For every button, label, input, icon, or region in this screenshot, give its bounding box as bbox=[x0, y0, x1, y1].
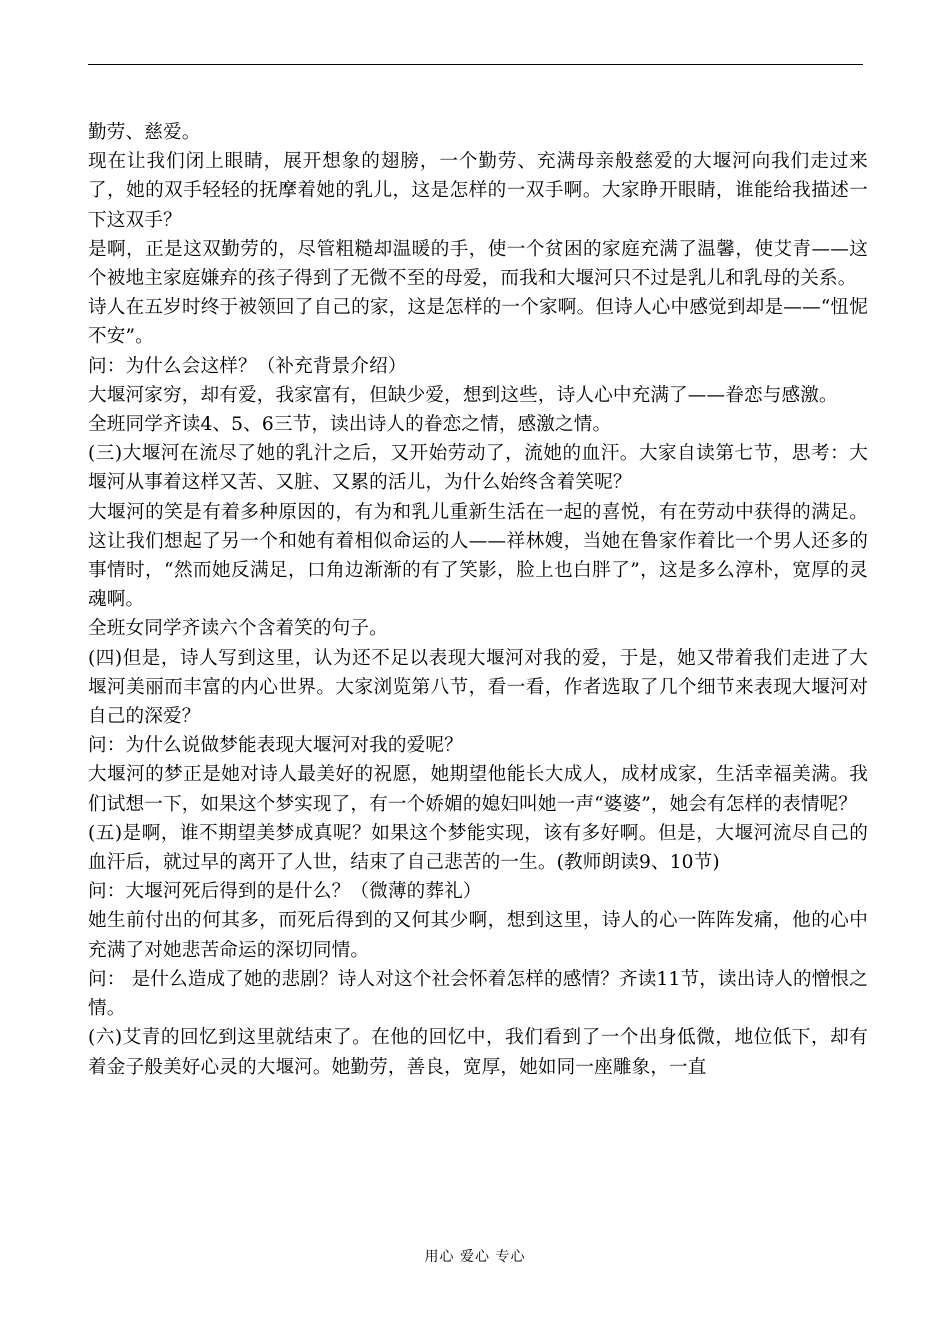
paragraph: 是啊，正是这双勤劳的，尽管粗糙却温暖的手，使一个贫困的家庭充满了温馨，使艾青——这个被地主家庭嫌弃的孩子得到了无微不至的母爱，而我和大堰河只不过是乳儿和乳母的关系。 bbox=[88, 238, 868, 290]
paragraph: 问：大堰河死后得到的是什么？（微薄的葬礼） bbox=[88, 881, 482, 903]
paragraph: 她生前付出的何其多，而死后得到的又何其少啊，想到这里，诗人的心一阵阵发痛，他的心中充满了对她悲苦命运的深切同情。 bbox=[88, 910, 868, 961]
page-footer: 用心 爱心 专心 bbox=[424, 1249, 526, 1265]
paragraph: 问： 是什么造成了她的悲剧？诗人对这个社会怀着怎样的感情？齐读11节，读出诗人的憎恨之情。 bbox=[88, 968, 868, 1020]
paragraph: 大堰河的笑是有着多种原因的，有为和乳儿重新生活在一起的喜悦，有在劳动中获得的满足。这让我们想起了另一个和她有着相似命运的人——祥林嫂，当她在鲁家作着比一个男人还多的事情时，“然而她反满足，口角边渐渐的有了笑影，脸上也白胖了”，这是多么淳朴，宽厚的灵魂啊。 bbox=[88, 501, 868, 611]
paragraph: 全班同学齐读4、5、6三节，读出诗人的眷恋之情，感激之情。 bbox=[88, 414, 612, 436]
paragraph: (六)艾青的回忆到这里就结束了。在他的回忆中，我们看到了一个出身低微，地位低下，却有着金子般美好心灵的大堰河。她勤劳，善良，宽厚，她如同一座雕象，一直 bbox=[88, 1027, 868, 1078]
paragraph: 问：为什么说做梦能表现大堰河对我的爱呢？ bbox=[88, 735, 463, 757]
paragraph: 勤劳、慈爱。 bbox=[88, 122, 201, 143]
paragraph: 现在让我们闭上眼睛，展开想象的翅膀，一个勤劳、充满母亲般慈爱的大堰河向我们走过来了，她的双手轻轻的抚摩着她的乳儿，这是怎样的一双手啊。大家睁开眼睛，谁能给我描述一下这双手？ bbox=[88, 151, 868, 231]
header-rule bbox=[88, 64, 863, 65]
paragraph: (五)是啊，谁不期望美梦成真呢？如果这个梦能实现，该有多好啊。但是，大堰河流尽自己的血汗后，就过早的离开了人世，结束了自己悲苦的一生。(教师朗读9、10节) bbox=[88, 822, 868, 874]
paragraph: 诗人在五岁时终于被领回了自己的家，这是怎样的一个家啊。但诗人心中感觉到却是——“忸怩不安”。 bbox=[88, 297, 868, 348]
paragraph: 全班女同学齐读六个含着笑的句子。 bbox=[88, 618, 388, 640]
paragraph: 问：为什么会这样？（补充背景介绍） bbox=[88, 355, 407, 377]
paragraph: 大堰河的梦正是她对诗人最美好的祝愿，她期望他能长大成人，成材成家，生活幸福美满。我们试想一下，如果这个梦实现了，有一个娇媚的媳妇叫她一声“婆婆”，她会有怎样的表情呢？ bbox=[88, 764, 868, 815]
body-text bbox=[88, 118, 868, 1082]
paragraph: 大堰河家穷，却有爱，我家富有，但缺少爱，想到这些，诗人心中充满了——眷恋与感激。 bbox=[88, 384, 838, 406]
paragraph: (三)大堰河在流尽了她的乳汁之后，又开始劳动了，流她的血汗。大家自读第七节，思考：大堰河从事着这样又苦、又脏、又累的活儿，为什么始终含着笑呢？ bbox=[88, 443, 868, 494]
paragraph: (四)但是，诗人写到这里，认为还不足以表现大堰河对我的爱，于是，她又带着我们走进了大堰河美丽而丰富的内心世界。大家浏览第八节，看一看，作者选取了几个细节来表现大堰河对自己的深爱？ bbox=[88, 647, 868, 728]
